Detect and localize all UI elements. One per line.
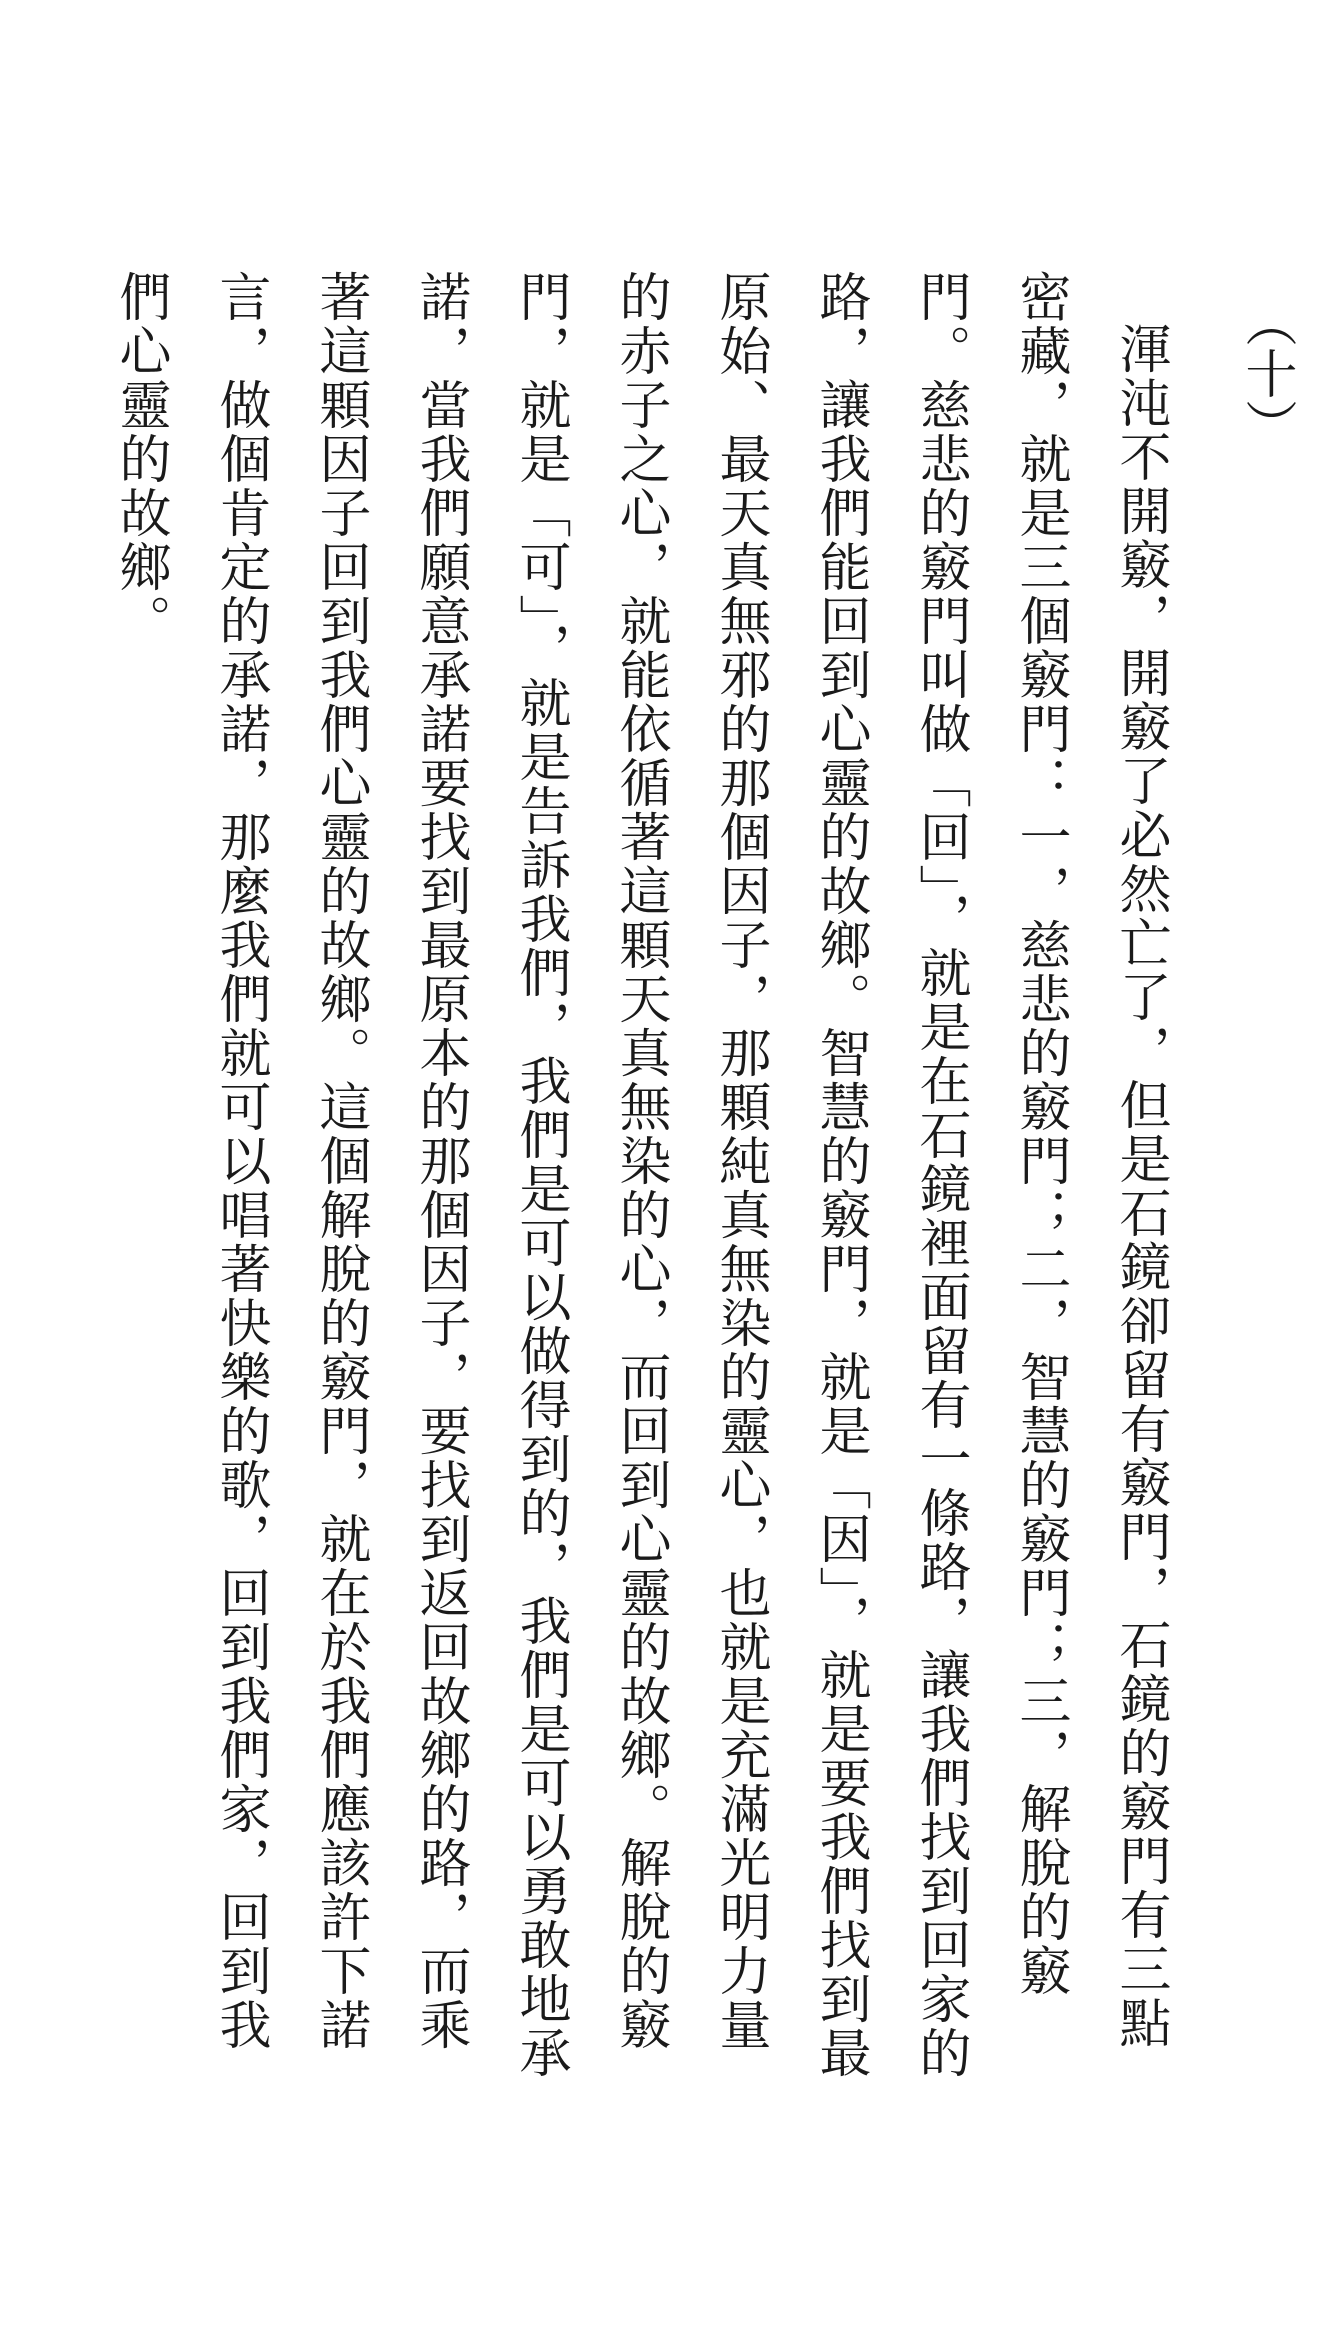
- paragraph: 渾沌不開竅，開竅了必然亡了，但是石鏡卻留有竅門，石鏡的竅門有三點密藏，就是三個竅門：一，慈悲的竅門；二，智慧的竅門；三，解脫的竅門。慈悲的竅門叫做「回」，就是在石鏡裡面留有一條路，讓我們找到回家的路，讓我們能回到心靈的故鄉。智慧的竅門，就是「因」，就是要我們找到最原始、最天真無邪的那個因子，那顆純真無染的靈心，也就是充滿光明力量的赤子之心，就能依循著這顆天真無染的心，而回到心靈的故鄉。解脫的竅門，就是「可」，就是告訴我們，我們是可以做得到的，我們是可以勇敢地承諾，當我們願意承諾要找到最原本的那個因子，要找到返回故鄉的路，而乘著這顆因子回到我們心靈的故鄉。這個解脫的竅門，就在於我們應該許下諾言，做個肯定的承諾，那麼我們就可以唱著快樂的歌，回到我們家，回到我們心靈的故鄉。: [110, 270, 1170, 2080]
- chapter-heading: （十）: [1236, 295, 1296, 451]
- body-text: [90, 270, 1190, 2100]
